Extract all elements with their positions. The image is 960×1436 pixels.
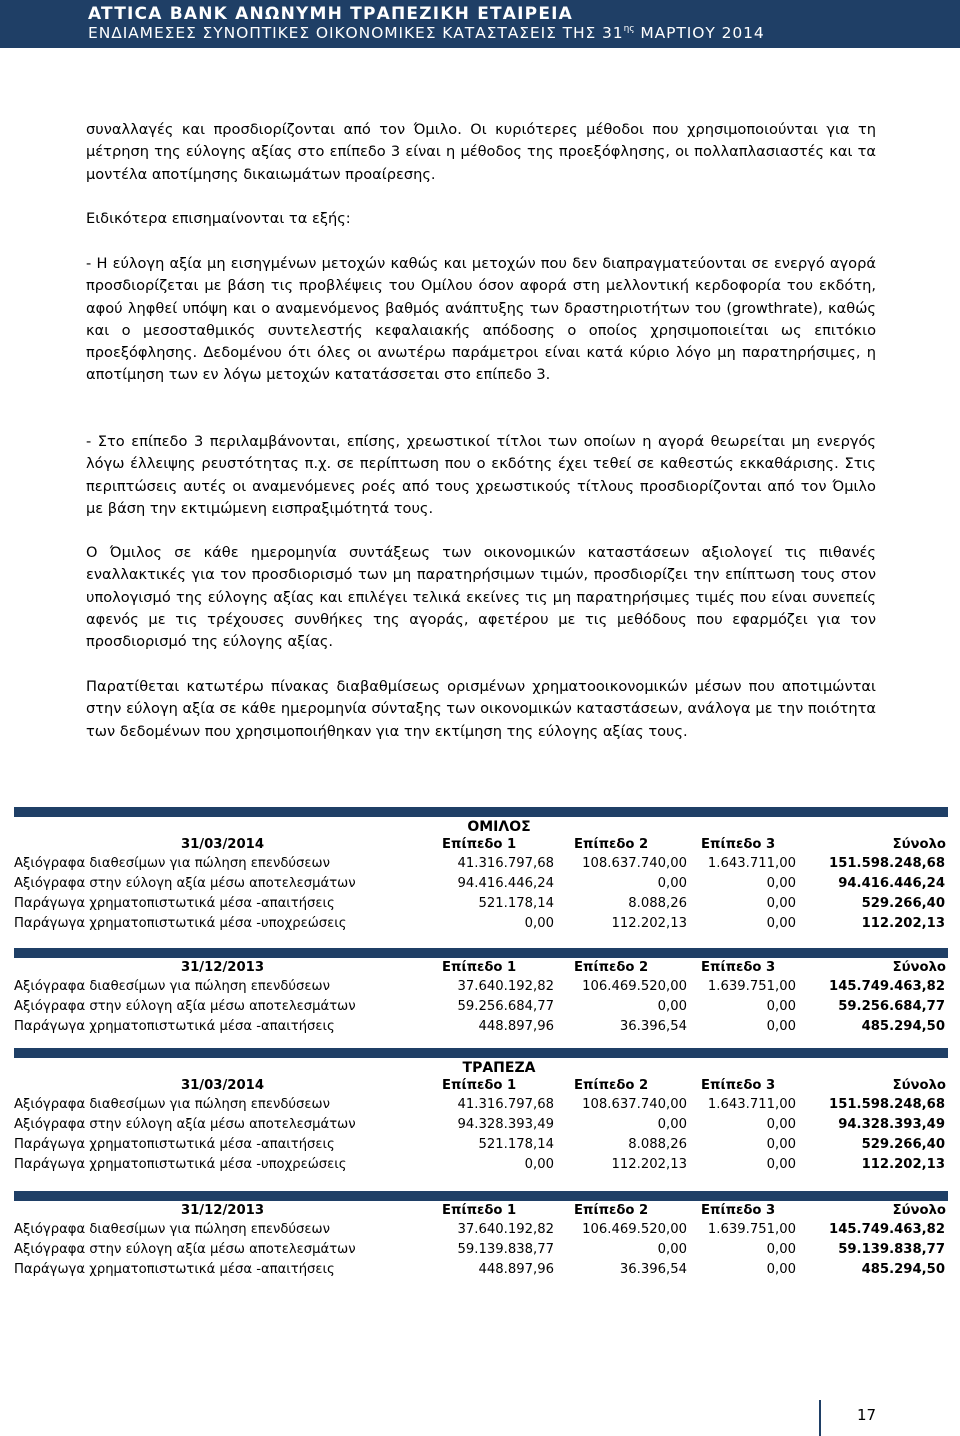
table-header-bar [14, 1191, 948, 1201]
col-level-3: Επίπεδο 3 [701, 1203, 776, 1218]
col-total: Σύνολο [892, 1078, 946, 1093]
subtitle-superscript: ης [623, 24, 635, 34]
document-header [0, 0, 960, 48]
paragraph-group-valuation: Ο Όμιλος σε κάθε ημερομηνία συντάξεως των οικονομικών καταστάσεων αξιολογεί τις πιθανές εναλλακτικές για τον προσδιορισμό των μη παρατηρήσιμων τιμών, προσδιορίζει την επίπτωση τους στον υπολογισμό της εύλογης αξίας και επιλέγει τελικά εκείνες τις μη παρατηρήσιμες τιμές που είναι συνεπείς αφενός με τις τρέχουσες συνθήκες της αγοράς, αφετέρου με τις μεθόδους που εφαρμόζει για τον προσδιορισμό της εύλογης αξίας. [86, 544, 876, 651]
fair-value-table-group-2014 [14, 807, 948, 935]
page-number-divider [819, 1400, 821, 1436]
table-header-row [14, 958, 948, 978]
table-header-row [14, 835, 948, 855]
table-header-bar [14, 807, 948, 817]
subtitle-month: ΜΑΡΤΙΟΥ 2014 [634, 24, 765, 42]
col-level-1: Επίπεδο 1 [442, 1203, 517, 1218]
subtitle-main: ΕΝΔΙΑΜΕΣΕΣ ΣΥΝΟΠΤΙΚΕΣ ΟΙΚΟΝΟΜΙΚΕΣ ΚΑΤΑΣΤΑΣΕΙΣ ΤΗΣ 31 [88, 24, 624, 42]
table-row: Παράγωγα χρηματοπιστωτικά μέσα -υποχρεώσεις 0,00 112.202,13 0,00 112.202,13 [14, 916, 945, 931]
table-header-row [14, 1201, 948, 1221]
table-row: Αξιόγραφα στην εύλογη αξία μέσω αποτελεσμάτων 59.256.684,77 0,00 0,00 59.256.684,77 [14, 999, 945, 1014]
table-header-bar [14, 948, 948, 958]
col-level-2: Επίπεδο 2 [574, 837, 649, 852]
col-level-1: Επίπεδο 1 [442, 960, 517, 975]
paragraph-debt-securities: - Στο επίπεδο 3 περιλαμβάνονται, επίσης, χρεωστικοί τίτλοι των οποίων η αγορά θεωρείται μη ενεργός λόγω έλλειψης ρευστότητας π.χ. σε περίπτωση που ο εκδότης έχει τεθεί σε καθεστώς εκκαθάρισης. Στις περιπτώσεις αυτές οι αναμενόμενες ροές από τους χρεωστικούς τίτλους προσδιορίζονται από τον Όμιλο με βάση την εκτιμώμενη εισπραξιμότητά τους. [86, 433, 876, 517]
table-row: Αξιόγραφα στην εύλογη αξία μέσω αποτελεσμάτων 59.139.838,77 0,00 0,00 59.139.838,77 [14, 1242, 945, 1257]
table-header-row [14, 1076, 948, 1096]
table-row: Αξιόγραφα στην εύλογη αξία μέσω αποτελεσμάτων 94.328.393,49 0,00 0,00 94.328.393,49 [14, 1117, 945, 1132]
report-subtitle [88, 24, 765, 42]
table-row: Παράγωγα χρηματοπιστωτικά μέσα -απαιτήσεις 521.178,14 8.088,26 0,00 529.266,40 [14, 1137, 945, 1152]
paragraph-table-intro: Παρατίθεται κατωτέρω πίνακας διαβαθμίσεως ορισμένων χρηματοοικονομικών μέσων που αποτιμώνται στην εύλογη αξία σε κάθε ημερομηνία σύνταξης των οικονομικών καταστάσεων, ανάλογα με την ποιότητα των δεδομένων που χρησιμοποιήθηκαν για την εκτίμηση της εύλογης αξίας τους. [86, 678, 876, 740]
col-level-3: Επίπεδο 3 [701, 1078, 776, 1093]
table-group-title: ΟΜΙΛΟΣ [467, 819, 531, 835]
table-header-bar [14, 1048, 948, 1058]
fair-value-table-group-2013 [14, 948, 948, 1038]
paragraph-intro: συναλλαγές και προσδιορίζονται από τον Όμιλο. Οι κυριότερες μέθοδοι που χρησιμοποιούνται για τη μέτρηση της εύλογης αξίας στο επίπεδο 3 είναι η μέθοδος της προεξόφλησης, οι πολλαπλασιαστές και τα μοντέλα αποτίμησης δικαιωμάτων προαίρεσης. [86, 121, 876, 183]
company-title: ATTICA BANK ΑΝΩΝΥΜΗ ΤΡΑΠΕΖΙΚΗ ΕΤΑΙΡΕΙΑ [88, 4, 574, 24]
col-level-1: Επίπεδο 1 [442, 837, 517, 852]
paragraph-specifics: Ειδικότερα επισημαίνονται τα εξής: [86, 210, 351, 227]
col-level-2: Επίπεδο 2 [574, 1078, 649, 1093]
col-total: Σύνολο [892, 960, 946, 975]
table-date: 31/12/2013 [180, 1203, 264, 1218]
table-row: Αξιόγραφα διαθεσίμων για πώληση επενδύσεων 41.316.797,68 108.637.740,00 1.643.711,00 151.598.248,68 [14, 1097, 945, 1112]
table-row: Αξιόγραφα διαθεσίμων για πώληση επενδύσεων 37.640.192,82 106.469.520,00 1.639.751,00 145.749.463,82 [14, 1222, 945, 1237]
table-row: Αξιόγραφα διαθεσίμων για πώληση επενδύσεων 37.640.192,82 106.469.520,00 1.639.751,00 145.749.463,82 [14, 979, 945, 994]
table-row: Παράγωγα χρηματοπιστωτικά μέσα -απαιτήσεις 448.897,96 36.396,54 0,00 485.294,50 [14, 1262, 945, 1277]
col-level-3: Επίπεδο 3 [701, 837, 776, 852]
paragraph-unlisted-shares: - Η εύλογη αξία μη εισηγμένων μετοχών καθώς και μετοχών που δεν διαπραγματεύονται σε ενεργό αγορά προσδιορίζεται με βάση τις προβλέψεις του Ομίλου όσον αφορά στη μελλοντική κερδοφορία του εκδότη, αφού ληφθεί υπόψη και ο αναμενόμενος βαθμός ανάπτυξης των δραστηριοτήτων του (growthrate), καθώς και ο μεσοσταθμικός συντελεστής κεφαλαιακής απόδοσης ο οποίος χρησιμοποιείται ως επιτόκιο προεξόφλησης. Δεδομένου ότι όλες οι ανωτέρω παράμετροι είναι κατά κύριο λόγο μη παρατηρήσιμες, η αποτίμηση των εν λόγω μετοχών κατατάσσεται στο επίπεδο 3. [86, 255, 876, 384]
col-level-1: Επίπεδο 1 [442, 1078, 517, 1093]
col-level-3: Επίπεδο 3 [701, 960, 776, 975]
page-number: 17 [857, 1406, 877, 1424]
table-row: Παράγωγα χρηματοπιστωτικά μέσα -απαιτήσεις 521.178,14 8.088,26 0,00 529.266,40 [14, 896, 945, 911]
table-date: 31/03/2014 [180, 1078, 264, 1093]
col-total: Σύνολο [892, 837, 946, 852]
col-total: Σύνολο [892, 1203, 946, 1218]
table-row: Αξιόγραφα στην εύλογη αξία μέσω αποτελεσμάτων 94.416.446,24 0,00 0,00 94.416.446,24 [14, 876, 945, 891]
table-date: 31/12/2013 [180, 960, 264, 975]
fair-value-table-bank-2013 [14, 1191, 948, 1281]
col-level-2: Επίπεδο 2 [574, 1203, 649, 1218]
table-row: Αξιόγραφα διαθεσίμων για πώληση επενδύσεων 41.316.797,68 108.637.740,00 1.643.711,00 151.598.248,68 [14, 856, 945, 871]
table-group-title: ΤΡΑΠΕΖΑ [462, 1060, 536, 1076]
table-date: 31/03/2014 [180, 837, 264, 852]
fair-value-table-bank-2014 [14, 1048, 948, 1176]
table-row: Παράγωγα χρηματοπιστωτικά μέσα -υποχρεώσεις 0,00 112.202,13 0,00 112.202,13 [14, 1157, 945, 1172]
table-row: Παράγωγα χρηματοπιστωτικά μέσα -απαιτήσεις 448.897,96 36.396,54 0,00 485.294,50 [14, 1019, 945, 1034]
col-level-2: Επίπεδο 2 [574, 960, 649, 975]
